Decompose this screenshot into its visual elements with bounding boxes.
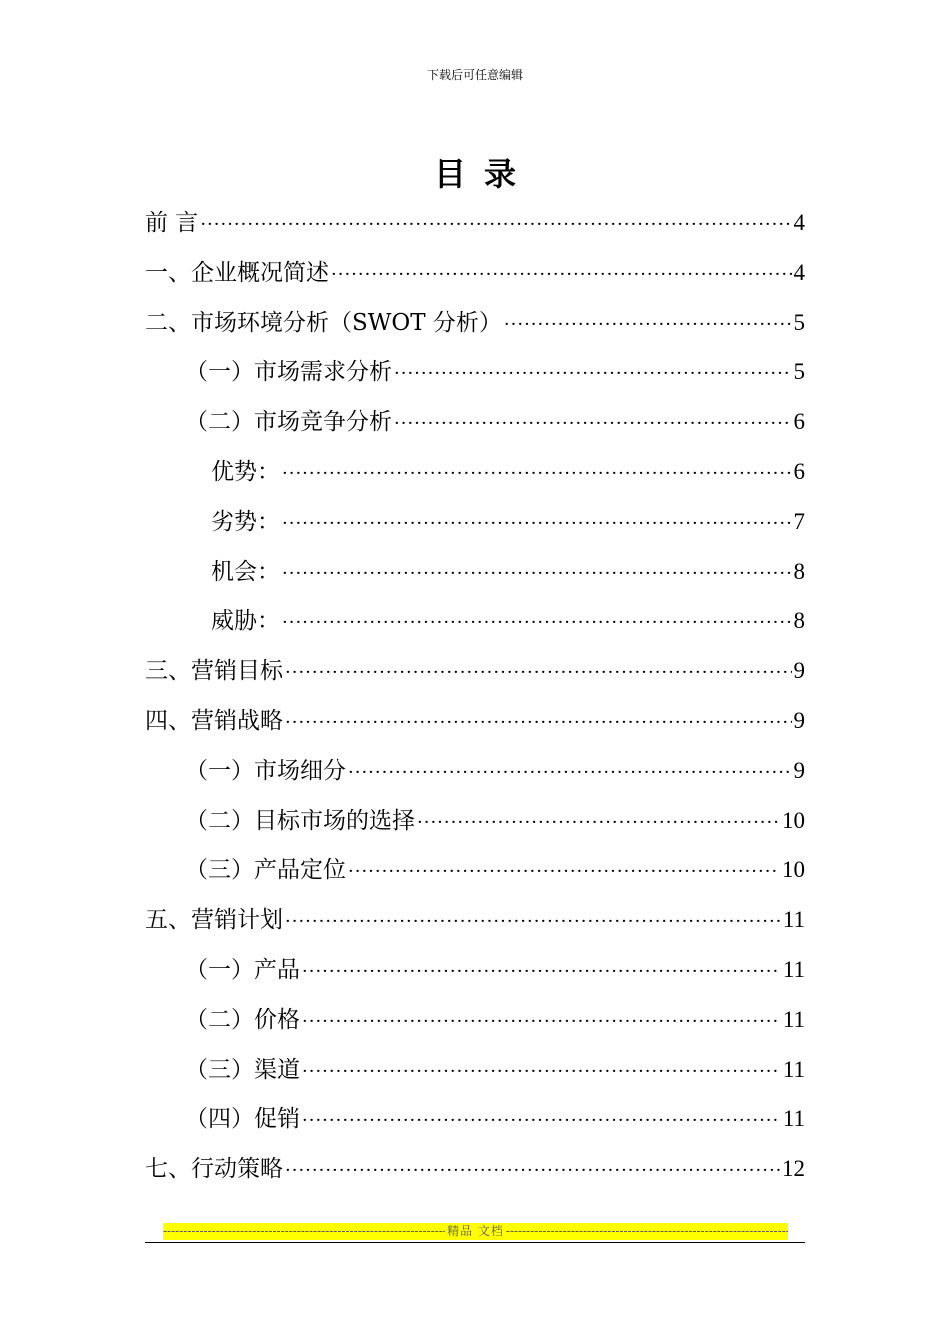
page-title: 目录: [433, 155, 534, 193]
toc-entry[interactable]: [145, 646, 805, 696]
toc-entry[interactable]: [145, 1045, 805, 1095]
toc-dot-leader: [302, 997, 781, 1047]
toc-entry[interactable]: [145, 298, 805, 348]
toc-dot-leader: [348, 748, 792, 798]
toc-entry[interactable]: [145, 746, 805, 796]
toc-dot-leader: [394, 349, 792, 399]
toc-entry-label: （一）市场需求分析: [185, 359, 392, 386]
toc-entry-page-number: 9: [793, 757, 805, 783]
toc-dot-leader: [200, 200, 791, 250]
toc-entry-page-number: 11: [782, 1006, 805, 1032]
toc-dot-leader: [331, 250, 792, 300]
toc-entry-label: （四）促销: [185, 1106, 300, 1133]
toc-entry[interactable]: [145, 347, 805, 397]
toc-entry[interactable]: [145, 696, 805, 746]
toc-entry-page-number: 8: [793, 608, 805, 634]
toc-entry[interactable]: [145, 895, 805, 945]
toc-entry-label: 劣势：: [211, 508, 280, 535]
toc-dot-leader: [282, 449, 792, 499]
toc-dot-leader: [302, 947, 781, 997]
toc-entry-page-number: 11: [782, 1106, 805, 1132]
toc-entry-page-number: 4: [793, 259, 805, 285]
toc-entry-page-number: 4: [793, 210, 805, 235]
toc-entry-page-number: 9: [793, 707, 805, 733]
toc-entry[interactable]: [145, 945, 805, 995]
toc-entry-label: （一）产品: [185, 956, 300, 983]
toc-entry[interactable]: [145, 248, 805, 298]
header-note: 下载后可任意编辑: [426, 68, 523, 82]
toc-entry[interactable]: [145, 198, 805, 248]
footer-dash-right: [506, 1223, 788, 1240]
toc-entry-label: （三）渠道: [185, 1056, 300, 1083]
toc-entry[interactable]: [145, 796, 805, 846]
toc-entry[interactable]: [145, 497, 805, 547]
toc-entry-page-number: 11: [782, 1056, 805, 1082]
toc-entry-label: （二）价格: [185, 1006, 300, 1033]
toc-entry[interactable]: [145, 397, 805, 447]
footer-text: 精品 文档: [447, 1224, 504, 1238]
toc-entry-page-number: 10: [782, 857, 805, 883]
toc-dot-leader: [302, 1096, 781, 1146]
footer-rule: [145, 1242, 805, 1243]
toc-dot-leader: [282, 549, 792, 599]
toc-entry-label: 七、行动策略: [145, 1156, 283, 1183]
toc-entry[interactable]: [145, 547, 805, 597]
toc-entry[interactable]: [145, 447, 805, 497]
toc-dot-leader: [285, 648, 792, 698]
toc-entry-page-number: 10: [782, 807, 805, 833]
toc-entry-page-number: 12: [782, 1156, 805, 1182]
toc-entry-label: （一）市场细分: [185, 757, 346, 784]
toc-dot-leader: [302, 1047, 781, 1097]
toc-entry-page-number: 9: [793, 658, 805, 684]
toc-entry-label: 优势：: [211, 458, 280, 485]
toc-entry[interactable]: [145, 995, 805, 1045]
table-of-contents: [145, 198, 805, 1194]
toc-dot-leader: [285, 897, 781, 947]
toc-dot-leader: [348, 847, 780, 897]
toc-entry-label: （三）产品定位: [185, 857, 346, 884]
toc-entry[interactable]: [145, 845, 805, 895]
toc-entry-label: 一、企业概况简述: [145, 259, 329, 286]
footer-highlight-band: [163, 1223, 788, 1240]
toc-dot-leader: [504, 300, 792, 350]
footer-dash-left: [163, 1223, 445, 1240]
toc-dot-leader: [282, 499, 792, 549]
toc-entry-page-number: 8: [793, 558, 805, 584]
toc-entry-label: 二、市场环境分析（SWOT 分析）: [145, 309, 502, 336]
toc-dot-leader: [394, 399, 792, 449]
toc-entry-page-number: 6: [793, 409, 805, 435]
toc-entry[interactable]: [145, 1144, 805, 1194]
toc-entry[interactable]: [145, 596, 805, 646]
toc-entry-label: 三、营销目标: [145, 658, 283, 685]
toc-dot-leader: [285, 1146, 780, 1196]
toc-entry-label: 五、营销计划: [145, 907, 283, 934]
toc-entry-label: 机会：: [211, 558, 280, 585]
toc-entry-label: （二）市场竞争分析: [185, 409, 392, 436]
toc-entry-page-number: 7: [793, 508, 805, 534]
toc-entry-label: 威胁：: [211, 608, 280, 635]
toc-entry-label: 四、营销战略: [145, 707, 283, 734]
toc-dot-leader: [417, 798, 780, 848]
toc-entry-page-number: 5: [793, 359, 805, 385]
toc-entry-label: 前 言: [145, 210, 199, 236]
toc-entry-page-number: 11: [782, 956, 805, 982]
toc-entry-page-number: 6: [793, 458, 805, 484]
toc-entry[interactable]: [145, 1094, 805, 1144]
toc-entry-page-number: 5: [793, 309, 805, 335]
toc-dot-leader: [282, 598, 792, 648]
toc-entry-page-number: 11: [782, 907, 805, 933]
toc-dot-leader: [285, 698, 792, 748]
toc-entry-label: （二）目标市场的选择: [185, 807, 415, 834]
